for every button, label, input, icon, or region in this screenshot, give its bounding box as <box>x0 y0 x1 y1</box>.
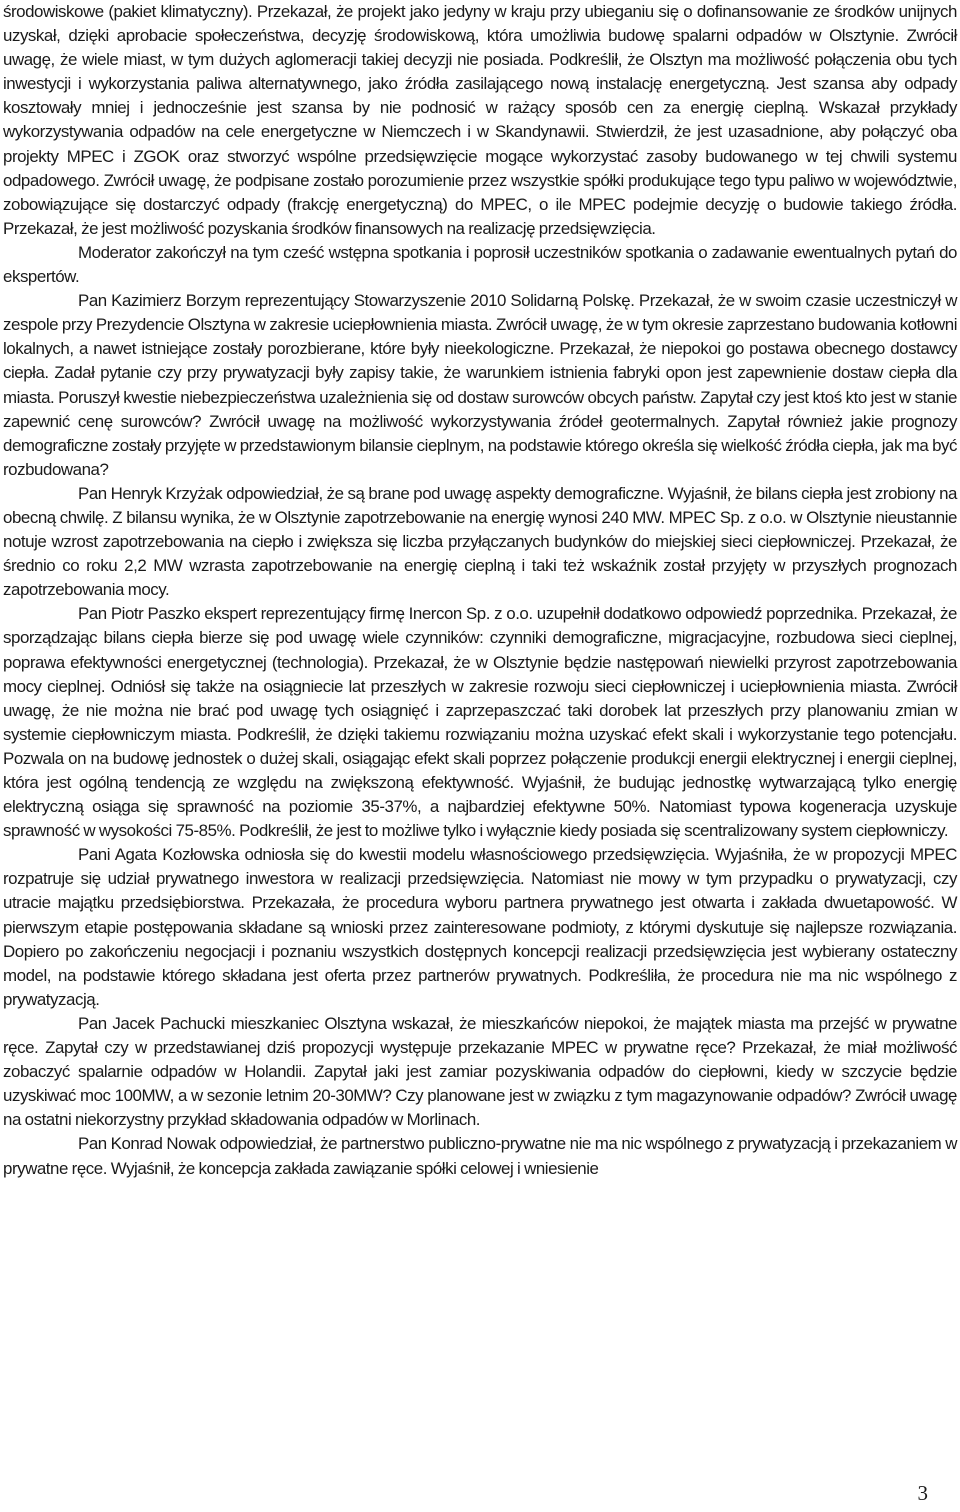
paragraph: Pan Jacek Pachucki mieszkaniec Olsztyna wskazał, że mieszkańców niepokoi, że majątek miasta ma przejść w prywatne ręce. Zapytał czy w przedstawianej dziś propozycji występuje przekazanie MPEC w prywatne ręce? Przekazał, że miał możliwość zobaczyć spalarnie odpadów w Holandii. Zapytał jaki jest zamiar pozyskiwania odpadów do ciepłowni, kiedy w szczycie będzie uzyskiwać moc 100MW, a w sezonie letnim 20-30MW? Czy planowane jest w związku z tym magazynowanie odpadów? Zwrócił uwagę na ostatni niekorzystny przykład składowania odpadów w Morlinach. <box>3 1013 957 1130</box>
page-number: 3 <box>917 1481 928 1505</box>
paragraph: Moderator zakończył na tym cześć wstępna spotkania i poprosił uczestników spotkania o zadawanie ewentualnych pytań do ekspertów. <box>3 242 957 287</box>
paragraph: środowiskowe (pakiet klimatyczny). Przekazał, że projekt jako jedyny w kraju przy ubieganiu się o dofinansowanie ze środków unijnych uzyskał, dzięki aprobacie społeczeństwa, decyzję środowiskową, która umożliwia budowę spalarni odpadów w Olsztynie. Zwrócił uwagę, że wiele miast, w tym dużych aglomeracji takiej decyzji nie posiada. Podkreślił, że Olsztyn ma możliwość połączenia obu tych inwestycji i wykorzystania paliwa alternatywnego, jako źródła zasilającego nową instalację energetyczną. Jest szansa aby odpady kosztowały mniej i jednocześnie jest szansa by nie podnosić w rażący sposób cen za energię cieplną. Wskazał przykłady wykorzystywania odpadów na cele energetyczne w Niemczech i w Skandynawii. Stwierdził, że jest uzasadnione, aby połączyć oba projekty MPEC i ZGOK oraz stworzyć wspólne przedsięwzięcie mogące wykorzystać zasoby budowanego w tej chwili systemu odpadowego. Zwrócił uwagę, że podpisane zostało porozumienie przez wszystkie spółki produkujące tego typu paliwo w województwie, zobowiązujące się dostarczyć odpady (frakcję energetyczną) do MPEC, o ile MPEC podejmie decyzję o budowie takiego źródła. Przekazał, że jest możliwość pozyskania środków finansowych na realizację przedsięwzięcia. <box>3 2 957 238</box>
paragraph: Pan Konrad Nowak odpowiedział, że partnerstwo publiczno-prywatne nie ma nic wspólnego z prywatyzacją i przekazaniem w prywatne ręce. Wyjaśnił, że koncepcja zakłada zawiązanie spółki celowej i wniesienie <box>3 1134 957 1178</box>
paragraph: Pan Kazimierz Borzym reprezentujący Stowarzyszenie 2010 Solidarną Polskę. Przekazał, że w swoim czasie uczestniczył w zespole przy Prezydencie Olsztyna w zakresie uciepłownienia miasta. Zwrócił uwagę, że w tym okresie zaprzestano budowania kotłowni lokalnych, a nawet istniejące zostały porozbierane, które były nieekologiczne. Przekazał, że niepokoi go postawa obecnego dostawcy ciepła. Zadał pytanie czy przy prywatyzacji były zapisy takie, że warunkiem istnienia fabryki opon jest zapewnienie dostaw ciepła dla miasta. Poruszył kwestie niebezpieczeństwa uzależnienia się od dostaw surowców obcych państw. Zapytał czy jest ktoś kto jest w stanie zapewnić cenę surowców? Zwrócił uwagę na możliwość wykorzystywania źródeł geotermalnych. Zapytał również jakie prognozy demograficzne zostały przyjęte w przedstawionym bilansie cieplnym, na podstawie którego określa się wielkość źródła ciepła, jak ma być rozbudowana? <box>3 291 957 479</box>
paragraph: Pan Piotr Paszko ekspert reprezentujący firmę Inercon Sp. z o.o. uzupełnił dodatkowo odpowiedź poprzednika. Przekazał, że sporządzając bilans ciepła bierze się pod uwagę wiele czynników: czynniki demograficzne, migracjacyjne, rozbudowa sieci cieplnej, poprawa efektywności energetycznej (technologia). Przekazał, że w Olsztynie będzie następowań niewielki przyrost zapotrzebowania mocy cieplnej. Odniósł się także na osiągniecie lat przeszłych w zakresie rozwoju sieci ciepłowniczej i uciepłownienia miasta. Zwrócił uwagę, że nie można nie brać pod uwagę tych osiągnięć i zaprzepaszczać taki dorobek lat przeszłych przy planowaniu zmian w systemie ciepłowniczym miasta. Podkreślił, że dzięki takiemu rozwiązaniu można uzyskać efekt skali i wykorzystanie tego potencjału. Pozwala on na budowę jednostek o dużej skali, osiągając efekt skali poprzez połączenie produkcji energii elektrycznej i energii cieplnej, która jest ogólną tendencją ze względu na zwiększoną efektywność. Wyjaśnił, że budując jednostkę wytwarzającą tylko energię elektryczną osiąga się sprawność na poziomie 35-37%, a najbardziej efektywne 50%. Natomiast typowa kogeneracja uzyskuje sprawność w wysokości 75-85%. Podkreślił, że jest to możliwe tylko i wyłącznie kiedy posiada się scentralizowany system ciepłowniczy. <box>3 604 957 841</box>
paragraph: Pani Agata Kozłowska odniosła się do kwestii modelu własnościowego przedsięwzięcia. Wyjaśniła, że w propozycji MPEC rozpatruje się udział prywatnego inwestora w realizacji przedsięwzięcia. Natomiast nie mowy w tym przypadku o prywatyzacji, czy utracie majątku przedsiębiorstwa. Przekazała, że procedura wyboru partnera prywatnego jest otwarta i zakłada dwuetapowość. W pierwszym etapie postępowania składane są wnioski przez zainteresowane podmioty, z którymi dyskutuje się najlepsze rozwiązania. Dopiero po zakończeniu negocjacji i poznaniu wszystkich dostępnych koncepcji realizacji przedsięwzięcia jest wybierany ostateczny model, na podstawie którego składana jest oferta przez partnerów prywatnych. Podkreśliła, że procedura nie ma nic wspólnego z prywatyzacją. <box>3 845 957 1009</box>
paragraph: Pan Henryk Krzyżak odpowiedział, że są brane pod uwagę aspekty demograficzne. Wyjaśnił, że bilans ciepła jest zrobiony na obecną chwilę. Z bilansu wynika, że w Olsztynie zapotrzebowanie na energię wynosi 240 MW. MPEC Sp. z o.o. w Olsztynie nieustannie notuje wzrost zapotrzebowania na ciepło i zwiększa się liczba przyłączanych budynków do miejskiej sieci ciepłowniczej. Przekazał, że średnio co roku 2,2 MW wzrasta zapotrzebowanie na energię cieplną i taki też wskaźnik został przyjęty w przyszłych prognozach zapotrzebowania mocy. <box>3 483 957 600</box>
document-body <box>3 0 957 1181</box>
